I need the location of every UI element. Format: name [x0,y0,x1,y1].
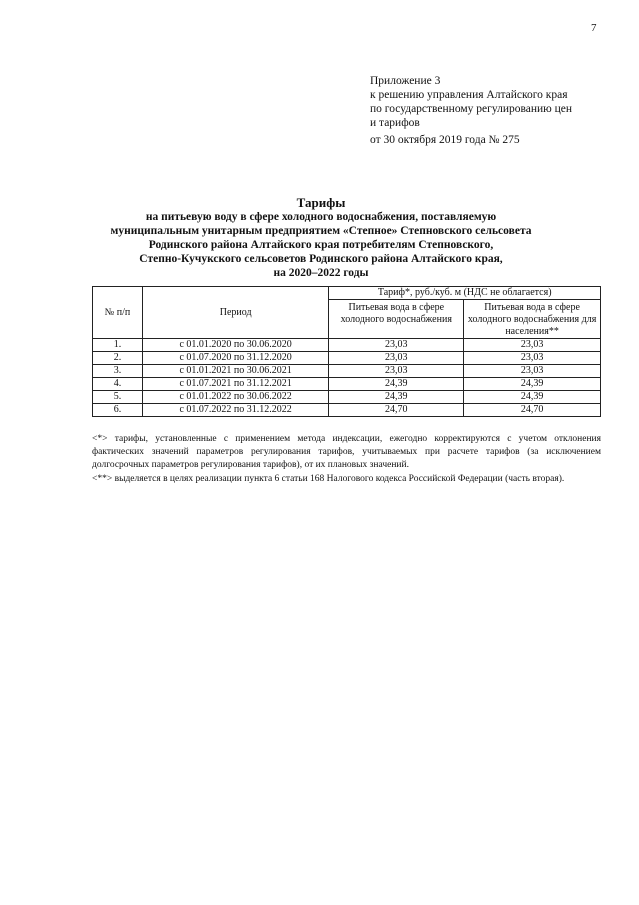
tariff-table [92,286,601,417]
header-water: Питьевая вода в сфере холодного водоснабжения [329,300,464,339]
row-water-population: 23,03 [464,352,601,365]
document-title [95,196,547,280]
row-period: с 01.01.2021 по 30.06.2021 [142,365,329,378]
header-water-population: Питьевая вода в сфере холодного водоснабжения для населения** [464,300,601,339]
title-line: на 2020–2022 годы [273,267,369,279]
row-period: с 01.07.2022 по 31.12.2022 [142,404,329,417]
appendix-line: и тарифов [370,117,420,129]
title-line: муниципальным унитарным предприятием «Степное» Степновского сельсовета [110,225,532,237]
footnote-vat: <**> выделяется в целях реализации пункта 6 статьи 168 Налогового кодекса Российской Федерации (часть вторая). [92,473,565,484]
row-num: 4. [93,378,143,391]
header-period: Период [142,287,329,339]
row-period: с 01.07.2021 по 31.12.2021 [142,378,329,391]
table-row [93,391,601,404]
row-water: 24,39 [329,378,464,391]
title-line: Степно-Кучукского сельсоветов Родинского района Алтайского края, [139,253,503,265]
header-num: № п/п [93,287,143,339]
appendix-date-line: от 30 октября 2019 года № 275 [370,134,520,146]
title-line: на питьевую воду в сфере холодного водоснабжения, поставляемую [145,211,497,223]
row-water: 23,03 [329,365,464,378]
row-water-population: 24,39 [464,378,601,391]
row-water-population: 24,39 [464,391,601,404]
row-num: 2. [93,352,143,365]
row-water-population: 23,03 [464,365,601,378]
row-period: с 01.07.2020 по 31.12.2020 [142,352,329,365]
row-water: 24,70 [329,404,464,417]
table-row [93,352,601,365]
row-num: 5. [93,391,143,404]
footnotes [92,433,601,486]
table-row [93,365,601,378]
row-num: 6. [93,404,143,417]
row-num: 3. [93,365,143,378]
footnote-indexation: <*> тарифы, установленные с применением метода индексации, ежегодно корректируются с учетом отклонения фактических значений параметров регулирования тарифов, учитываемых при расчете тарифов (за исключением долгосрочных параметров регулирования тарифов), от их плановых значений. [92,434,601,471]
row-water: 24,39 [329,391,464,404]
table-row [93,339,601,352]
row-water-population: 23,03 [464,339,601,352]
row-water: 23,03 [329,352,464,365]
table-row [93,404,601,417]
row-period: с 01.01.2020 по 30.06.2020 [142,339,329,352]
appendix-line: к решению управления Алтайского края [370,89,568,101]
appendix-header [370,74,572,147]
row-water-population: 24,70 [464,404,601,417]
title-main: Тарифы [296,195,346,210]
row-water: 23,03 [329,339,464,352]
table-row [93,378,601,391]
header-tariff-group: Тариф*, руб./куб. м (НДС не облагается) [329,287,601,300]
row-period: с 01.01.2022 по 30.06.2022 [142,391,329,404]
page-number: 7 [591,22,597,34]
title-line: Родинского района Алтайского края потребителям Степновского, [148,239,494,251]
appendix-line: по государственному регулированию цен [370,103,573,115]
appendix-line: Приложение 3 [370,75,441,87]
row-num: 1. [93,339,143,352]
